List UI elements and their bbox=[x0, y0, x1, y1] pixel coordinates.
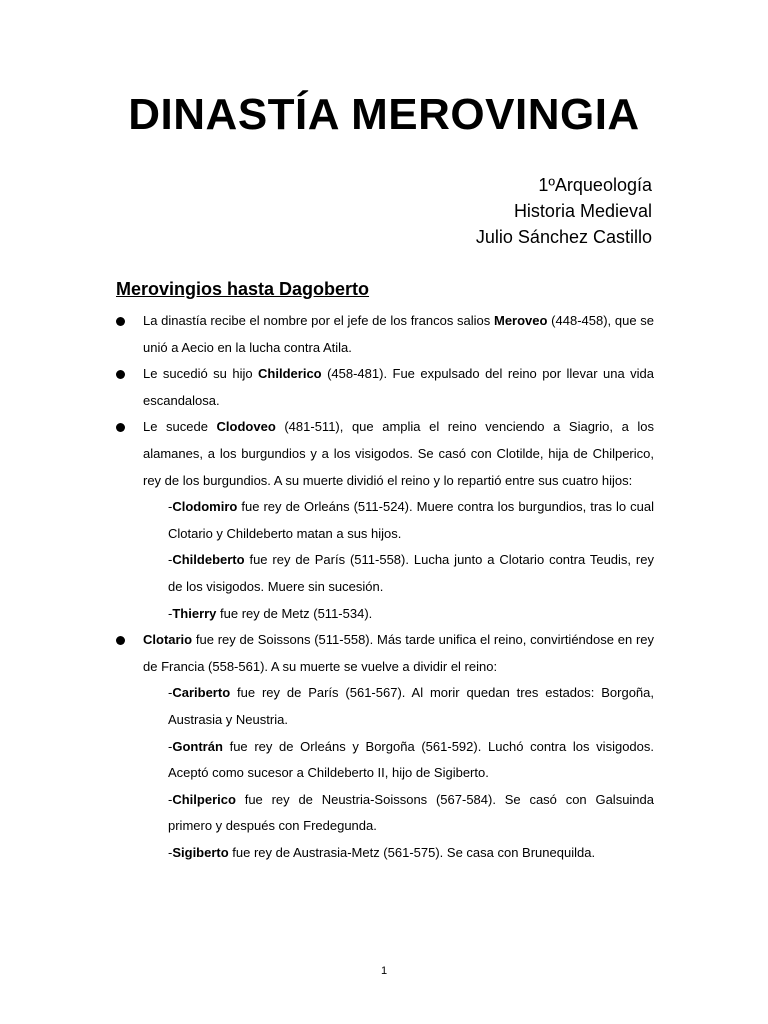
sub-item-clodomiro: -Clodomiro fue rey de Orleáns (511-524). Muere contra los burgundios, tras lo cual Clotario y Childeberto matan a sus hijos. bbox=[168, 499, 654, 541]
sub-item-childeberto: -Childeberto fue rey de París (511-558). Lucha junto a Clotario contra Teudis, rey de los visigodos. Muere sin sucesión. bbox=[168, 552, 654, 594]
bullet-icon bbox=[116, 423, 125, 432]
page-number: 1 bbox=[380, 965, 388, 977]
bullet-icon bbox=[116, 370, 125, 379]
sub-item-sigiberto: -Sigiberto fue rey de Austrasia-Metz (561-575). Se casa con Brunequilda. bbox=[168, 844, 596, 860]
subject-line: Historia Medieval bbox=[513, 201, 652, 221]
sub-item-thierry: -Thierry fue rey de Metz (511-534). bbox=[168, 605, 373, 621]
sub-item-gontran: -Gontrán fue rey de Orleáns y Borgoña (561-592). Luchó contra los visigodos. Aceptó como sucesor a Childeberto II, hijo de Sigiberto. bbox=[168, 738, 654, 781]
bullet-item: La dinastía recibe el nombre por el jefe de los francos salios Meroveo (448-458), que se unió a Aecio en la lucha contra Atila. bbox=[116, 308, 654, 361]
sub-item-cariberto: -Cariberto fue rey de París (561-567). Al morir quedan tres estados: Borgoña, Austrasia y Neustria. bbox=[168, 685, 654, 727]
document-title: DINASTÍA MEROVINGIA bbox=[128, 90, 640, 139]
document-body bbox=[116, 308, 654, 866]
author-block bbox=[476, 172, 652, 250]
section-heading: Merovingios hasta Dagoberto bbox=[116, 279, 370, 299]
bullet-icon bbox=[116, 317, 125, 326]
course-line: 1ºArqueología bbox=[538, 175, 652, 195]
sub-item-chilperico: -Chilperico fue rey de Neustria-Soissons (567-584). Se casó con Galsuinda primero y después con Fredegunda. bbox=[168, 791, 654, 834]
bullet-icon bbox=[116, 636, 125, 645]
bullet-item: Le sucede Clodoveo (481-511), que amplia el reino venciendo a Siagrio, a los alamanes, a los burgundios y a los visigodos. Se casó con Clotilde, hija de Chilperico, rey de los burgundios. A su muerte dividió el reino y lo repartió entre sus cuatro hijos: bbox=[116, 414, 654, 494]
bullet-item: Clotario fue rey de Soissons (511-558). Más tarde unifica el reino, convirtiéndose en rey de Francia (558-561). A su muerte se vuelve a dividir el reino: bbox=[116, 627, 654, 680]
bullet-item: Le sucedió su hijo Childerico (458-481). Fue expulsado del reino por llevar una vida escandalosa. bbox=[116, 361, 654, 414]
author-name: Julio Sánchez Castillo bbox=[475, 227, 652, 247]
